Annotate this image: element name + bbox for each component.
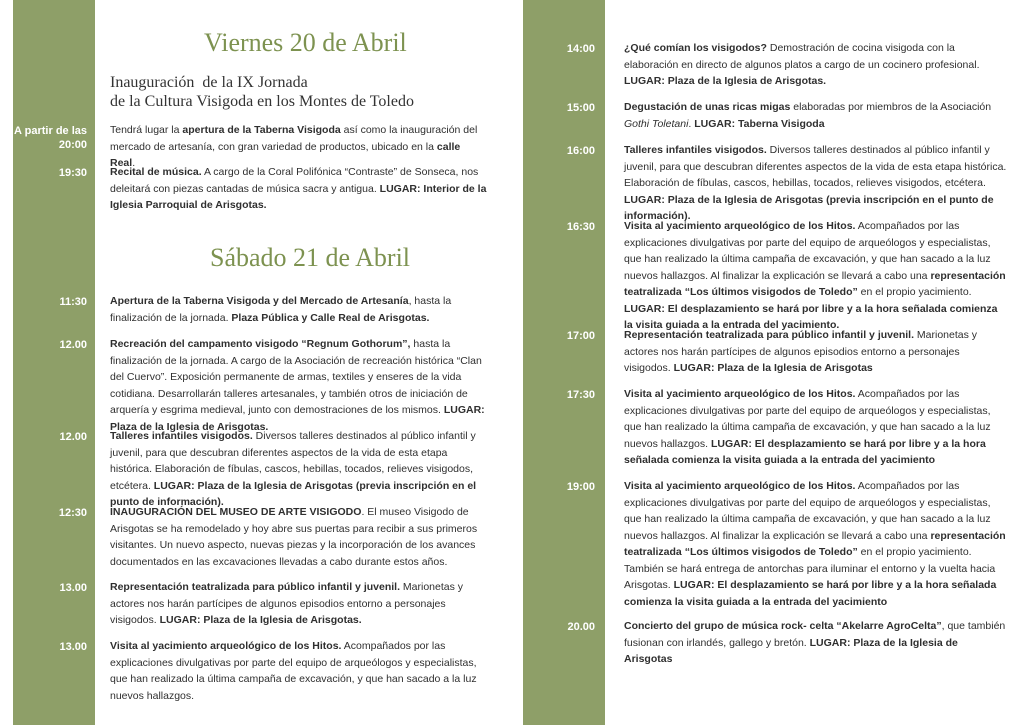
bold-text: apertura de la Taberna Visigoda	[182, 124, 341, 136]
intro-line-1: Inauguración de la IX Jornada	[110, 74, 308, 91]
time-label: 17:00	[566, 330, 595, 342]
time-label: 17:30	[566, 389, 595, 401]
time-label: 12.00	[59, 431, 87, 443]
bold-text: representación teatralizada “Los últimos visigodos de Toledo”	[624, 269, 1006, 298]
body-text: Marionetas y actores nos harán partícipes de algunos episodios entorno a personajes visigodos.	[110, 581, 464, 626]
body-text: en el propio yacimiento. También se hará entrega de antorchas para iluminar el entorno y la vuelta hacia Arisgotas.	[624, 546, 996, 591]
body-text: .	[688, 117, 695, 130]
bold-text: Recital de música.	[110, 166, 202, 178]
event-description	[624, 618, 1008, 668]
event-description	[110, 504, 488, 570]
bold-text: Visita al yacimiento arqueológico de los Hitos.	[624, 388, 856, 400]
bold-text: Concierto del grupo de música rock- celta “Akelarre AgroCelta”	[624, 620, 942, 632]
bold-text: Apertura de la Taberna Visigoda y del Mercado de Artesanía	[110, 295, 409, 307]
time-label: 19:00	[566, 481, 595, 493]
body-text: Diversos talleres destinados al público infantil y juvenil, para que descubran diferentes aspectos de la vida de esta etapa histórica. Elaboración de fíbulas, cascos, hebillas, tocados, relieves visigodos, etcétera.	[110, 430, 476, 492]
time-label: 13.00	[59, 582, 87, 594]
bold-text: Representación teatralizada para público infantil y juvenil.	[110, 581, 400, 593]
time-label: 14:00	[566, 43, 595, 55]
body-text: hasta la finalización de la jornada. A cargo de la Asociación de recreación histórica “Clan del Cuervo”. Exposición permanente de armas, textiles y enseres de la vida cotidiana. Desarrollarán talleres artesanales, y también otros de iniciación de arquería y esgrima medieval, junto con demostraciones de los mismos.	[110, 338, 482, 416]
bold-text: Visita al yacimiento arqueológico de los Hitos.	[624, 220, 856, 232]
body-text: Acompañados por las explicaciones divulgativas por parte del equipo de arqueólogos y especialistas, que han realizado la última campaña de excavación, y que han sacado a la luz nuevos hallazgos. Al finalizar la explicación se llevará a cabo una	[624, 220, 991, 282]
body-text: .	[132, 157, 136, 169]
bold-text: LUGAR: El desplazamiento se hará por libre y a la hora señalada comienza la visita guiada a la entrada del yacimiento	[624, 579, 997, 608]
bold-text: representación teatralizada “Los últimos visigodos de Toledo”	[624, 529, 1006, 558]
bold-text: LUGAR: El desplazamiento se hará por libre y a la hora señalada comienza la visita guiada a la entrada del yacimiento.	[624, 302, 998, 331]
bold-text: LUGAR: Plaza de la Iglesia de Arisgotas (previa inscripción en el punto de información).	[110, 479, 477, 508]
body-text: Tendrá lugar la	[110, 124, 183, 136]
bold-text: LUGAR: El desplazamiento se hará por libre y a la hora señalada comienza la visita guiada a la entrada del yacimiento	[624, 437, 986, 466]
time-label: 13.00	[59, 641, 87, 653]
bold-text: LUGAR: Plaza de la Iglesia de Arisgotas	[624, 636, 958, 665]
time-label: 11:30	[59, 296, 87, 308]
bold-text: INAUGURACIÓN DEL MUSEO DE ARTE VISIGODO	[110, 506, 362, 518]
bold-text: LUGAR: Plaza de la Iglesia de Arisgotas.	[624, 75, 827, 87]
bold-text: Degustación de unas ricas migas	[624, 101, 791, 113]
event-description	[110, 579, 488, 629]
time-label: 12.00	[59, 339, 87, 351]
time-prefix: A partir de las	[14, 125, 87, 137]
friday-intro-heading	[110, 73, 510, 111]
time-label: 16:00	[566, 145, 595, 157]
bold-text: Plaza Pública y Calle Real de Arisgotas.	[231, 311, 430, 324]
time-label: 19:30	[58, 167, 87, 179]
event-description	[624, 99, 1008, 132]
body-text: Acompañados por las explicaciones divulgativas por parte del equipo de arqueólogos y especialistas, que han realizado la última campaña de excavación, y que han sacado a la luz nuevos hallazgos. Al finalizar la explicación se llevará a cabo una	[624, 480, 991, 542]
event-description	[110, 293, 488, 326]
event-description	[624, 218, 1008, 334]
event-description	[624, 327, 1008, 377]
bold-text: LUGAR: Plaza de la Iglesia de Arisgotas.	[159, 614, 362, 626]
body-text: Demostración de cocina visigoda con la elaboración en directo de algunos platos a cargo de un cocinero profesional.	[624, 42, 980, 71]
time-label	[5, 124, 87, 152]
event-description	[110, 428, 488, 511]
bold-text: Visita al yacimiento arqueológico de los Hitos.	[624, 480, 856, 492]
body-text: . El museo Visigodo de Arisgotas se ha remodelado y hoy abre sus puertas para recibir a sus primeros visitantes. Un nuevo aspecto, nuevas piezas y la incorporación de los avances documentados en las excavaciones llevadas a cabo durante estos años.	[110, 506, 478, 568]
bold-text: LUGAR: Interior de la Iglesia Parroquial de Arisgotas.	[110, 182, 487, 211]
body-text: así como la inauguración del mercado de artesanía, con gran variedad de productos, ubicado en la	[110, 124, 478, 153]
saturday-title: Sábado 21 de Abril	[210, 243, 411, 272]
bold-text: LUGAR: Plaza de la Iglesia de Arisgotas (previa inscripción en el punto de información).	[624, 193, 994, 222]
time-label: 12:30	[58, 507, 87, 519]
body-text: , que también fusionan con irlandés, gallego y bretón.	[624, 620, 1006, 649]
bold-text: LUGAR: Taberna Visigoda	[694, 117, 825, 130]
time-label: 16:30	[566, 221, 595, 233]
event-description	[624, 478, 1008, 610]
bold-text: Visita al yacimiento arqueológico de los Hitos.	[110, 640, 342, 652]
body-text: Marionetas y actores nos harán partícipes de algunos episodios entorno a personajes visigodos.	[624, 329, 978, 374]
bold-text: Talleres infantiles visigodos.	[624, 144, 767, 156]
bold-text: LUGAR: Plaza de la Iglesia de Arisgotas	[673, 362, 873, 374]
bold-text: LUGAR: Plaza de la Iglesia de Arisgotas.	[110, 404, 485, 433]
event-description	[624, 386, 1008, 469]
bold-text: Recreación del campamento visigodo “Regnum Gothorum”,	[110, 338, 411, 350]
body-text: A cargo de la Coral Polifónica “Contraste” de Sonseca, nos deleitará con piezas cantadas de música sacra y antigua.	[110, 166, 479, 195]
bold-text: Talleres infantiles visigodos.	[110, 430, 253, 442]
left-green-band	[13, 0, 95, 725]
bold-text: ¿Qué comían los visigodos?	[624, 42, 767, 54]
event-description	[110, 164, 488, 214]
bold-text: calle Real	[110, 140, 461, 169]
intro-line-2: de la Cultura Visigoda en los Montes de Toledo	[110, 93, 414, 110]
italic-text: Gothi Toletani	[624, 117, 689, 130]
friday-title: Viernes 20 de Abril	[204, 28, 407, 57]
event-description	[624, 142, 1008, 225]
body-text: Acompañados por las explicaciones divulgativas por parte del equipo de arqueólogos y especialistas, que han realizado la última campaña de excavación, y que han sacado a la luz nuevos hallazgos.	[110, 640, 477, 702]
bold-text: Representación teatralizada para público infantil y juvenil.	[624, 329, 914, 341]
event-description	[110, 638, 488, 704]
time-label: 20.00	[567, 621, 595, 633]
time-value: 20:00	[58, 139, 87, 151]
body-text: , hasta la finalización de la jornada.	[110, 295, 452, 324]
body-text: en el propio yacimiento.	[857, 286, 972, 298]
event-description	[110, 336, 488, 435]
body-text: Diversos talleres destinados al público infantil y juvenil, para que descubran diferentes aspectos de la vida de esta etapa histórica. Elaboración de fíbulas, cascos, hebillas, tocados, relieves visigodos, etcétera.	[624, 144, 1007, 189]
event-description	[624, 40, 1008, 90]
time-label: 15:00	[566, 102, 595, 114]
body-text: Acompañados por las explicaciones divulgativas por parte del equipo de arqueólogos y especialistas, que han realizado la última campaña de excavación, y que han sacado a la luz nuevos hallazgos.	[624, 388, 991, 450]
body-text: elaboradas por miembros de la Asociación	[790, 101, 992, 113]
